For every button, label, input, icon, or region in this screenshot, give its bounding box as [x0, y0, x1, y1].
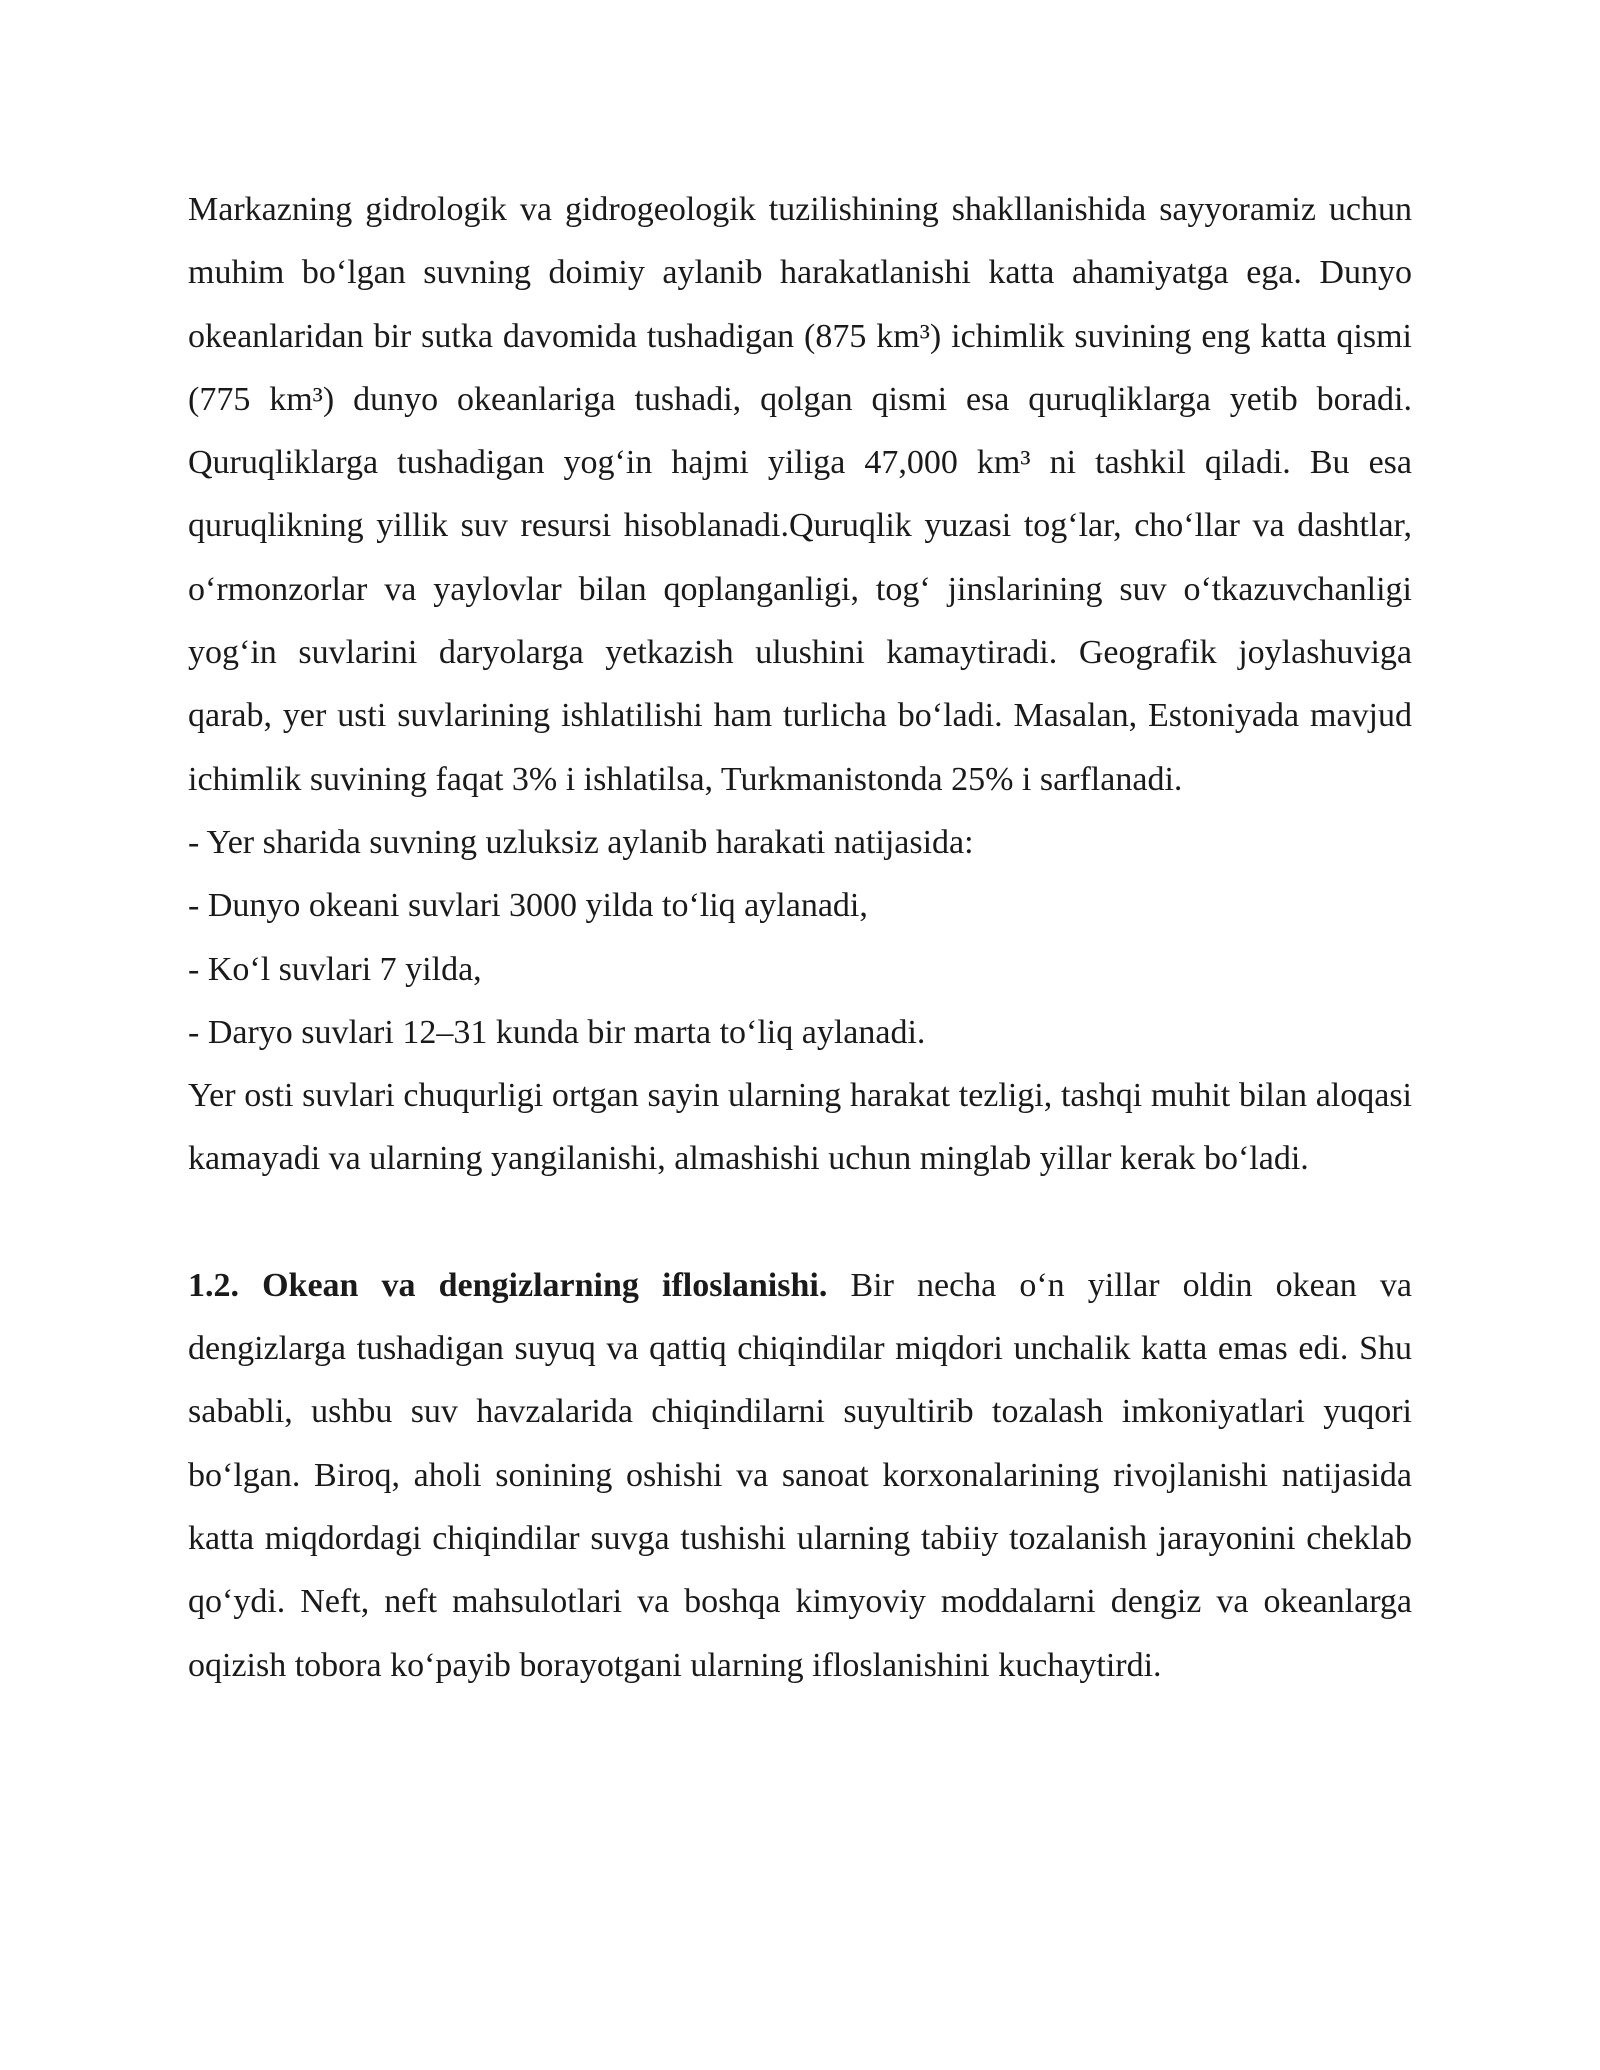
list-item: - Daryo suvlari 12–31 kunda bir marta to‘liq aylanadi.	[188, 1013, 926, 1051]
paragraph-ocean-pollution	[188, 1254, 1412, 1697]
paragraph-spacer	[188, 1191, 1412, 1254]
paragraph-groundwater: Yer osti suvlari chuqurligi ortgan sayin ularning harakat tezligi, tashqi muhit bilan aloqasi kamayadi va ularning yangilanishi, almashishi uchun minglab yillar kerak bo‘ladi.	[188, 1077, 1412, 1178]
section-text: Bir necha o‘n yillar oldin okean va dengizlarga tushadigan suyuq va qattiq chiqindilar miqdori unchalik katta emas edi. Shu sababli, ushbu suv havzalarida chiqindilarni suyultirib tozalash imkoniyatlari yuqori bo‘lgan. Biroq, aholi sonining oshishi va sanoat korxonalarining rivojlanishi natijasida katta miqdordagi chiqindilar suvga tushishi ularning tabiiy tozalanish jarayonini cheklab qo‘ydi. Neft, neft mahsulotlari va boshqa kimyoviy moddalarni dengiz va okeanlarga oqizish tobora ko‘payib borayotgani ularning ifloslanishini kuchaytirdi.	[188, 1266, 1412, 1684]
list-item: - Ko‘l suvlari 7 yilda,	[188, 950, 482, 988]
paragraph-water-cycle: Markazning gidrologik va gidrogeologik tuzilishining shakllanishida sayyoramiz uchun muhim bo‘lgan suvning doimiy aylanib harakatlanishi katta ahamiyatga ega. Dunyo okeanlaridan bir sutka davomida tushadigan (875 km³) ichimlik suvining eng katta qismi (775 km³) dunyo okeanlariga tushadi, qolgan qismi esa quruqliklarga yetib boradi. Quruqliklarga tushadigan yog‘in hajmi yiliga 47,000 km³ ni tashkil qiladi. Bu esa quruqlikning yillik suv resursi hisoblanadi.Quruqlik yuzasi tog‘lar, cho‘llar va dashtlar, o‘rmonzorlar va yaylovlar bilan qoplanganligi, tog‘ jinslarining suv o‘tkazuvchanligi yog‘in suvlarini daryolarga yetkazish ulushini kamaytiradi. Geografik joylashuviga qarab, yer usti suvlarining ishlatilishi ham turlicha bo‘ladi. Masalan, Estoniyada mavjud ichimlik suvining faqat 3% i ishlatilsa, Turkmanistonda 25% i sarflanadi.	[188, 191, 1412, 798]
section-heading: 1.2. Okean va dengizlarning ifloslanishi.	[188, 1266, 828, 1304]
list-item: - Dunyo okeani suvlari 3000 yilda to‘liq aylanadi,	[188, 887, 868, 925]
document-page	[188, 178, 1412, 1697]
list-item: - Yer sharida suvning uzluksiz aylanib harakati natijasida:	[188, 823, 974, 861]
